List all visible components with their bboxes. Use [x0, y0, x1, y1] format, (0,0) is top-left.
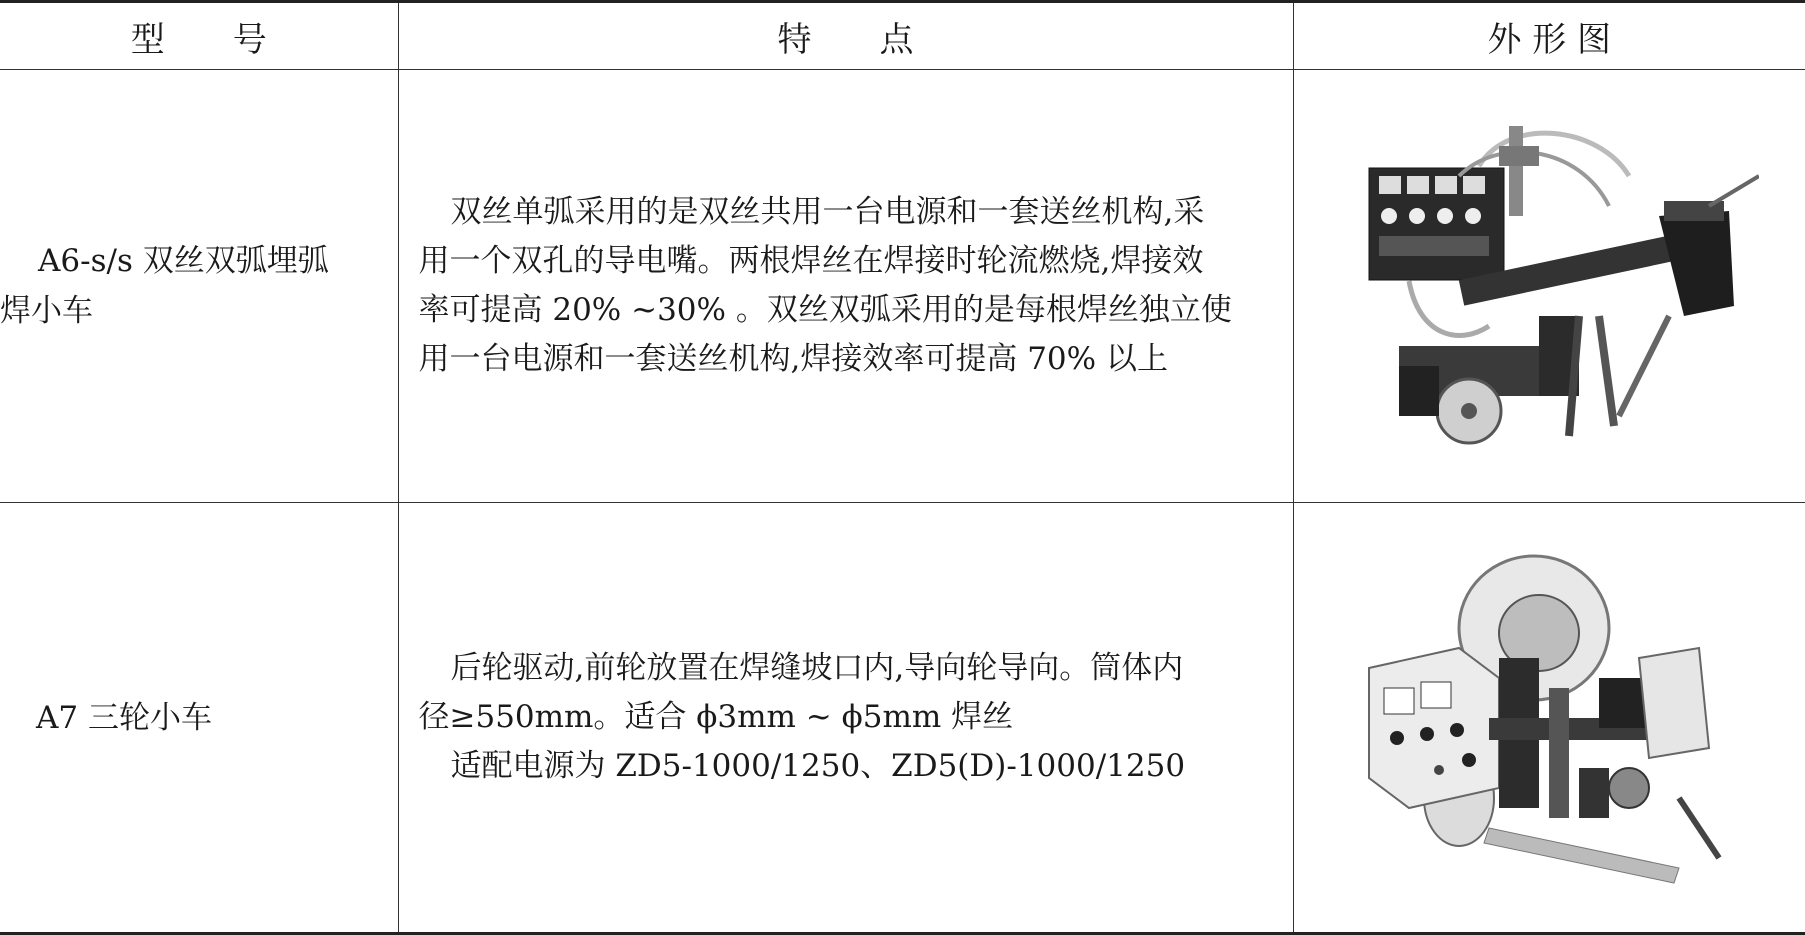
- three-wheel-welding-carriage-photo-icon: [1339, 548, 1759, 888]
- model-name-line: 焊小车: [0, 293, 93, 329]
- features-cell: [398, 503, 1293, 934]
- feature-line: 双丝单弧采用的是双丝共用一台电源和一套送丝机构,采: [450, 194, 1205, 230]
- header-row: [0, 2, 1805, 70]
- model-name-line: A7 三轮小车: [36, 699, 212, 736]
- table-row: [0, 70, 1805, 503]
- feature-line: 用一个双孔的导电嘴。两根焊丝在焊接时轮流燃烧,焊接效: [418, 243, 1204, 279]
- feature-line: 后轮驱动,前轮放置在焊缝坡口内,导向轮导向。筒体内: [450, 650, 1184, 686]
- header-appearance: 外 形 图: [1293, 2, 1805, 70]
- feature-line: 用一台电源和一套送丝机构,焊接效率可提高 70% 以上: [418, 341, 1168, 377]
- header-model: 型 号: [0, 2, 398, 70]
- appearance-cell: [1293, 70, 1805, 503]
- feature-line: 率可提高 20% ~30% 。双丝双弧采用的是每根焊丝独立使: [418, 292, 1232, 328]
- model-cell: [0, 503, 398, 934]
- feature-line: 适配电源为 ZD5-1000/1250、ZD5(D)-1000/1250: [450, 748, 1186, 784]
- feature-line: 径≥550mm。适合 ϕ3mm ~ ϕ5mm 焊丝: [418, 699, 1014, 735]
- model-cell: [0, 70, 398, 503]
- header-features: 特 点: [398, 2, 1293, 70]
- table-row: [0, 503, 1805, 934]
- model-name-line: A6-s/s 双丝双弧埋弧: [38, 243, 329, 279]
- twin-wire-welding-carriage-photo-icon: [1339, 116, 1759, 456]
- features-cell: [398, 70, 1293, 503]
- appearance-cell: [1293, 503, 1805, 934]
